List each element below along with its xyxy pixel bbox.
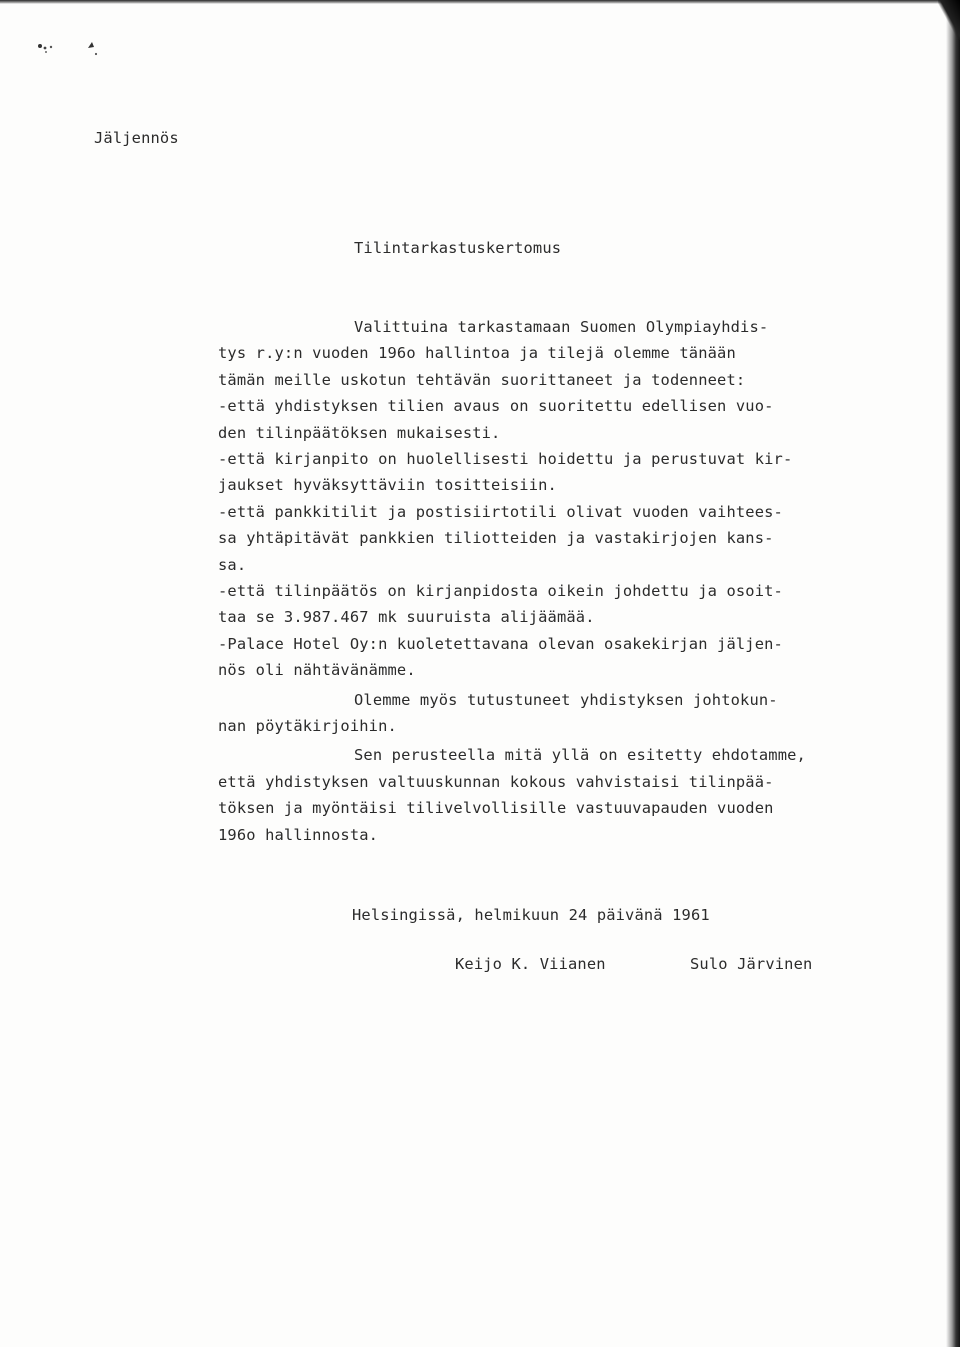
body-line: -Palace Hotel Oy:n kuoletettavana olevan osakekirjan jäljen- — [218, 634, 783, 653]
body-line: sa yhtäpitävät pankkien tiliotteiden ja vastakirjojen kans- — [218, 529, 774, 548]
scan-edge-top — [0, 0, 960, 4]
body-line: -että tilinpäätös on kirjanpidosta oikein johdettu ja osoit- — [218, 582, 783, 600]
body-line: 196o hallinnosta. — [218, 825, 379, 844]
scan-corner-shadow — [938, 0, 960, 40]
body-line: -että kirjanpito on huolellisesti hoidettu ja perustuvat kir- — [218, 450, 793, 468]
scan-edge-right — [946, 0, 960, 1347]
scan-specks — [36, 38, 116, 68]
body-line: Sen perusteella mitä yllä on esitetty ehdotamme, — [354, 746, 806, 765]
body-line: tämän meille uskotun tehtävän suorittaneet ja todenneet: — [218, 370, 746, 389]
report-body — [218, 318, 918, 918]
body-line: Olemme myös tutustuneet yhdistyksen johtokun- — [354, 690, 778, 709]
body-line: taa se 3.987.467 mk suuruista alijäämää. — [218, 608, 595, 627]
signatory-2: Sulo Järvinen — [690, 955, 813, 973]
body-line: tys r.y:n vuoden 196o hallintoa ja tilejä olemme tänään — [218, 344, 736, 363]
body-line: -että pankkitilit ja postisiirtotili olivat vuoden vaihtees- — [218, 502, 783, 521]
signatory-1: Keijo K. Viianen — [455, 955, 606, 973]
body-line: Valittuina tarkastamaan Suomen Olympiayhdis- — [354, 318, 769, 336]
body-line: nös oli nähtävänämme. — [218, 661, 416, 680]
body-line: -että yhdistyksen tilien avaus on suoritettu edellisen vuo- — [218, 397, 774, 416]
body-line: nan pöytäkirjoihin. — [218, 717, 397, 735]
place-date: Helsingissä, helmikuun 24 päivänä 1961 — [352, 906, 710, 924]
page-title: Tilintarkastuskertomus — [354, 239, 562, 257]
body-line: että yhdistyksen valtuuskunnan kokous vahvistaisi tilinpää- — [218, 772, 774, 791]
body-line: jaukset hyväksyttäviin tositteisiin. — [218, 476, 557, 495]
body-line: töksen ja myöntäisi tilivelvollisille vastuuvapauden vuoden — [218, 799, 774, 818]
body-line: sa. — [218, 555, 247, 574]
copy-label: Jäljennös — [94, 129, 179, 147]
body-line: den tilinpäätöksen mukaisesti. — [218, 423, 501, 442]
